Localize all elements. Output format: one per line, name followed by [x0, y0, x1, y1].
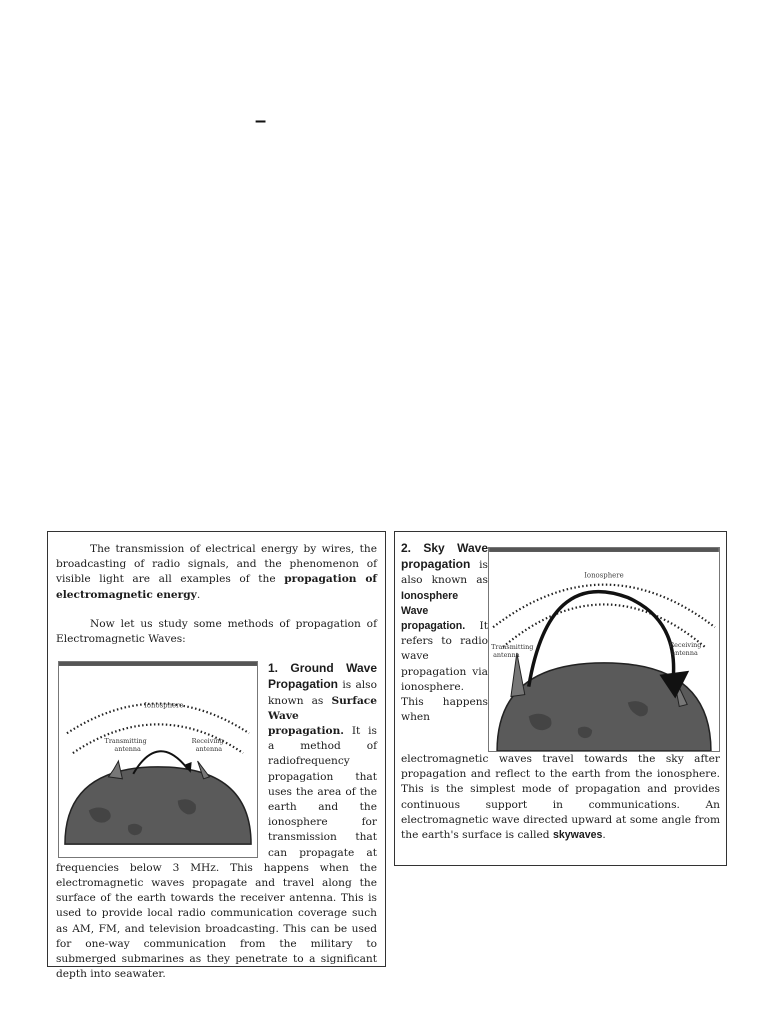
ground-wave-diagram — [59, 662, 257, 857]
ground-wave-heading: 1. Ground Wave Propagation — [268, 661, 377, 692]
sky-wave-bold: Ionosphere Wave propagation. — [401, 589, 466, 633]
sky-wave-heading: 2. Sky Wave propagation — [401, 541, 488, 572]
transmit-label: Transmitting — [491, 643, 534, 652]
sky-wave-text-b: It refers to radio wave propagation via ionosphere. This happens when electromagnetic waves travel towards the sky after propagation and reflect to the earth from the ionosphere. This is the simplest mode of propagation and provides continuous support in communications. An electromagnetic wave directed upward at some angle from the earth's surface is called — [401, 620, 720, 842]
study-paragraph: Now let us study some methods of propagation of Electromagnetic Waves: — [56, 617, 377, 646]
intro-bold: propagation of electromagnetic energy — [56, 573, 377, 601]
receive-label: Receiving — [669, 641, 702, 650]
stray-dash: – — [255, 110, 267, 132]
sky-wave-text-c: . — [602, 829, 606, 842]
sky-wave-text-a: is also known as — [401, 559, 488, 587]
ground-wave-text-a: is also known as — [268, 679, 377, 707]
intro-paragraph — [56, 542, 377, 603]
receive-label-2: antenna — [195, 745, 223, 754]
transmit-label-2: antenna — [493, 650, 520, 659]
sky-wave-figure — [488, 547, 720, 752]
ground-wave-panel — [47, 531, 386, 981]
ground-wave-text-b: It is a method of radiofrequency propagation that uses the area of the earth and the ionosphere for transmission that can propagate at frequencies below 3 MHz. This happens when the electromagnetic waves propagate and travel along the surface of the earth towards the receiver antenna. This is used to provide local radio communication coverage such as AM, FM, and television broadcasting. This can be used for one-way communication from the military to submerged submarines as they penetrate to a significant depth into seawater. — [56, 725, 377, 981]
ground-wave-figure — [58, 661, 258, 858]
sky-wave-panel — [394, 531, 727, 866]
ground-wave-bold: Surface Wave propagation. — [268, 694, 377, 738]
receive-label: Receiving — [191, 737, 224, 746]
transmit-label: Transmitting — [104, 737, 147, 746]
sky-wave-diagram — [489, 548, 719, 751]
transmit-label-2: antenna — [114, 745, 141, 754]
intro-text: The transmission of electrical energy by wires, the broadcasting of radio signals, and the phenomenon of visible light are all examples of the — [56, 543, 377, 586]
ionosphere-label: Ionosphere — [584, 571, 624, 580]
receive-label-2: antenna — [671, 648, 698, 657]
ionosphere-label: Ionosphere — [144, 701, 184, 710]
intro-end: . — [196, 588, 201, 601]
skywaves-bold: skywaves — [552, 829, 603, 842]
